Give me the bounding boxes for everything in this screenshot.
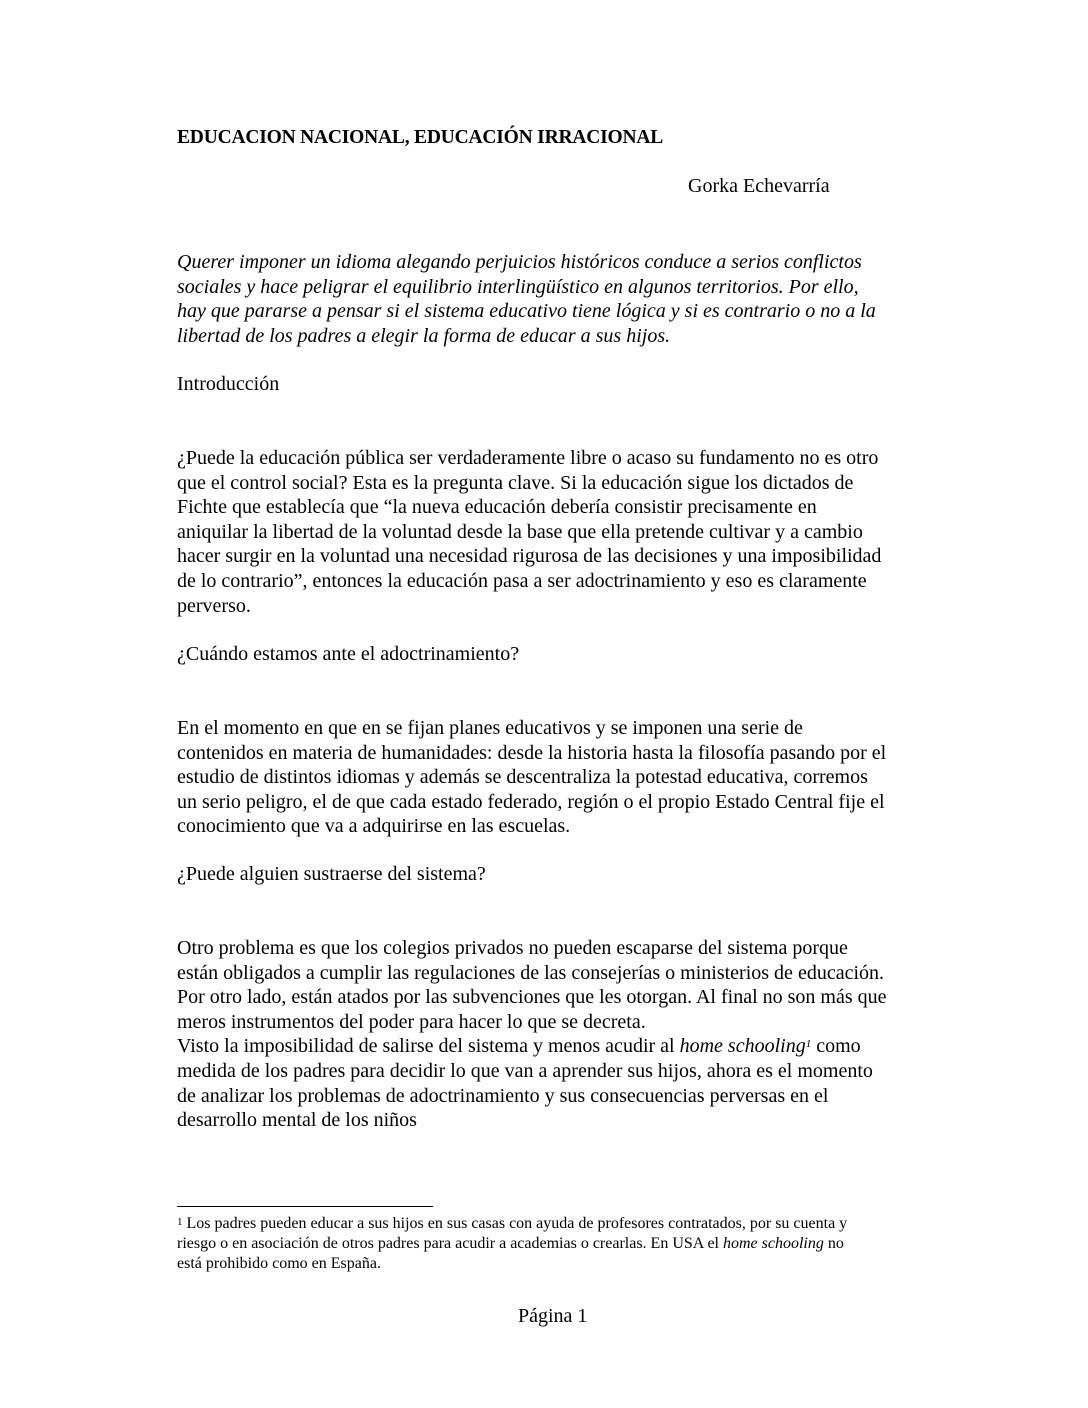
- footnote-reference[interactable]: 1: [805, 1038, 812, 1051]
- paragraph-line: de analizar los problemas de adoctrinamiento y sus consecuencias perversas en el: [177, 1084, 829, 1107]
- section-heading-sistema: ¿Puede alguien sustraerse del sistema?: [177, 863, 486, 885]
- abstract-line: hay que pararse a pensar si el sistema educativo tiene lógica y si es contrario o no a la: [177, 300, 876, 323]
- paragraph-adoctrinamiento: [177, 716, 947, 839]
- italic-term-home-schooling: home schooling: [679, 1035, 806, 1058]
- text-run: Visto la imposibilidad de salirse del sistema y menos acudir al: [177, 1035, 680, 1058]
- abstract-line: sociales y hace peligrar el equilibrio interlingüístico en algunos territorios. Por ello,: [177, 275, 859, 298]
- paragraph-line: ¿Puede la educación pública ser verdaderamente libre o acaso su fundamento no es otro: [177, 447, 879, 469]
- text-run: riesgo o en asociación de otros padres para acudir a academias o crearlas. En USA el: [177, 1235, 723, 1252]
- paragraph-line: desarrollo mental de los niños: [177, 1109, 417, 1132]
- paragraph-line: aniquilar la libertad de la voluntad desde la base que ella pretende cultivar y a cambio: [177, 520, 863, 543]
- text-run: como: [811, 1035, 861, 1058]
- paragraph-line: meros instrumentos del poder para hacer lo que se decreta.: [177, 1010, 646, 1033]
- section-heading-introduccion: Introducción: [177, 373, 280, 395]
- document-title: EDUCACION NACIONAL, EDUCACIÓN IRRACIONAL: [177, 127, 664, 148]
- footnote-line: está prohibido como en España.: [177, 1255, 381, 1272]
- footnote-line: [177, 1214, 947, 1234]
- author-name: Gorka Echevarría: [688, 175, 830, 197]
- paragraph-line: de lo contrario”, entonces la educación pasa a ser adoctrinamiento y eso es claramente: [177, 569, 867, 592]
- abstract-line: Querer imponer un idioma alegando perjuicios históricos conduce a serios conflictos: [177, 251, 862, 273]
- paragraph-line: conocimiento que va a adquirirse en las escuelas.: [177, 815, 571, 838]
- text-run: no: [823, 1235, 844, 1252]
- paragraph-line: estudio de distintos idiomas y además se descentraliza la potestad educativa, corremos: [177, 766, 868, 789]
- paragraph-line: que el control social? Esta es la pregunta clave. Si la educación sigue los dictados de: [177, 471, 854, 494]
- section-heading-adoctrinamiento: ¿Cuándo estamos ante el adoctrinamiento?: [177, 643, 520, 665]
- paragraph-line: están obligados a cumplir las regulaciones de las consejerías o ministerios de educación.: [177, 961, 885, 984]
- paragraph-line: En el momento en que en se fijan planes educativos y se imponen una serie de: [177, 717, 803, 739]
- footnote: [177, 1214, 947, 1274]
- paragraph-line: Fichte que establecía que “la nueva educación debería consistir precisamente en: [177, 496, 817, 519]
- footnote-line: [177, 1234, 947, 1254]
- paragraph-line: medida de los padres para decidir lo que van a aprender sus hijos, ahora es el momento: [177, 1059, 873, 1082]
- page-number: Página 1: [518, 1305, 588, 1327]
- abstract: [177, 250, 947, 348]
- footnote-marker: 1: [177, 1216, 183, 1228]
- paragraph-line: contenidos en materia de humanidades: desde la historia hasta la filosofía pasando por el: [177, 741, 887, 764]
- footnote-separator: [177, 1206, 433, 1207]
- paragraph-line: hacer surgir en la voluntad una necesidad rigurosa de las decisiones y una imposibilidad: [177, 545, 882, 568]
- paragraph-line: perverso.: [177, 594, 251, 617]
- paragraph-line: Otro problema es que los colegios privados no pueden escaparse del sistema porque: [177, 937, 848, 959]
- paragraph-introduccion: [177, 446, 947, 618]
- paragraph-line: Por otro lado, están atados por las subvenciones que les otorgan. Al final no son más que: [177, 986, 887, 1009]
- italic-term-home-schooling: home schooling: [723, 1235, 824, 1252]
- paragraph-sistema: [177, 936, 947, 1133]
- abstract-line: libertad de los padres a elegir la forma de educar a sus hijos.: [177, 324, 671, 347]
- paragraph-line: un serio peligro, el de que cada estado federado, región o el propio Estado Central fije el: [177, 790, 885, 813]
- paragraph-line-with-footnote: [177, 1034, 947, 1059]
- text-run: Los padres pueden educar a sus hijos en sus casas con ayuda de profesores contratados, por su cuenta y: [182, 1215, 848, 1232]
